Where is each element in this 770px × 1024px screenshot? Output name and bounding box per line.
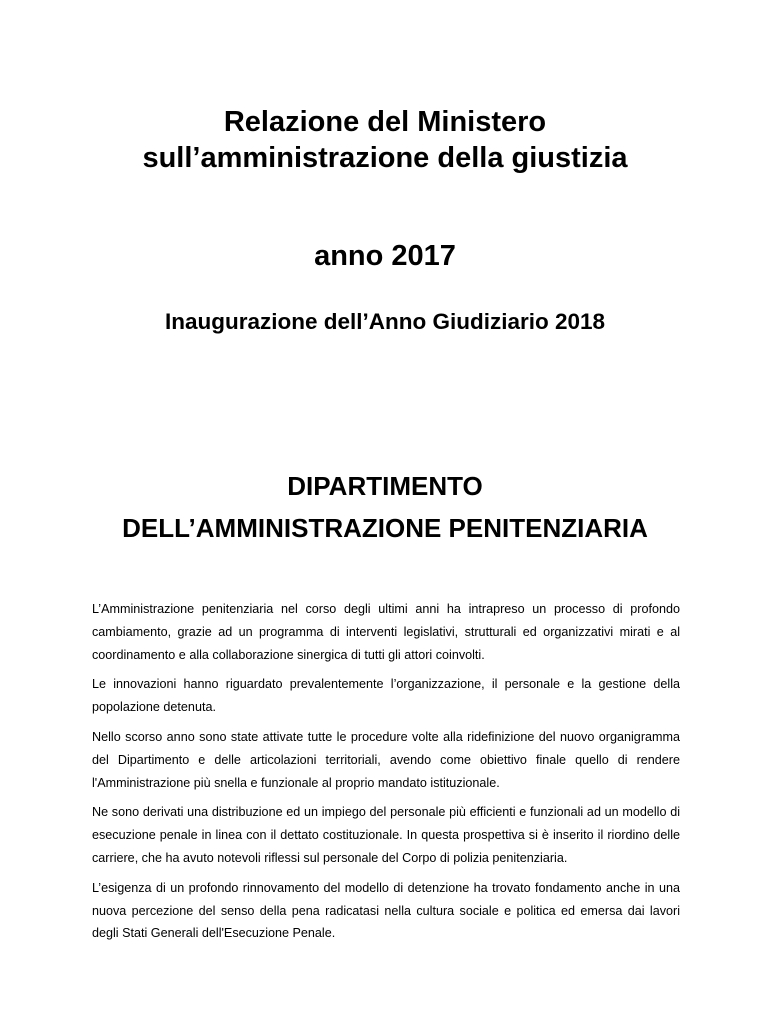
report-title-line-1: Relazione del Ministero — [223, 106, 547, 138]
report-title-line-2: sull’amministrazione della giustizia — [142, 142, 628, 174]
report-year: anno 2017 — [314, 240, 456, 272]
paragraph: L’esigenza di un profondo rinnovamento del modello di detenzione ha trovato fondamento anche in una nuova percezione del senso della pena radicatasi nella cultura sociale e politica ed emersa dai lavori degli Stati Generali dell'Esecuzione Penale. — [92, 880, 680, 941]
report-subtitle: Inaugurazione dell’Anno Giudiziario 2018 — [164, 309, 606, 334]
section-heading-line-2: DELL’AMMINISTRAZIONE PENITENZIARIA — [122, 513, 648, 543]
report-title — [0, 104, 770, 176]
paragraph: Ne sono derivati una distribuzione ed un impiego del personale più efficienti e funzionali ad un modello di esecuzione penale in linea con il dettato costituzionale. In questa prospettiva si è inserito il riordino delle carriere, che ha avuto notevoli riflessi sul personale del Corpo di polizia penitenziaria. — [92, 805, 680, 865]
paragraph: Le innovazioni hanno riguardato prevalentemente l’organizzazione, il personale e la gestione della popolazione detenuta. — [92, 677, 680, 715]
section-heading-line-1: DIPARTIMENTO — [287, 471, 483, 501]
body-text — [92, 598, 680, 952]
paragraph: Nello scorso anno sono state attivate tutte le procedure volte alla ridefinizione del nuovo organigramma del Dipartimento e delle articolazioni territoriali, avendo come obiettivo finale quello di rendere l'Amministrazione più snella e funzionale al proprio mandato istituzionale. — [92, 729, 680, 790]
section-heading — [0, 465, 770, 549]
paragraph: L’Amministrazione penitenziaria nel corso degli ultimi anni ha intrapreso un processo di profondo cambiamento, grazie ad un programma di interventi legislativi, strutturali ed organizzativi mirati e al coordinamento e alla collaborazione sinergica di tutti gli attori coinvolti. — [92, 602, 680, 662]
